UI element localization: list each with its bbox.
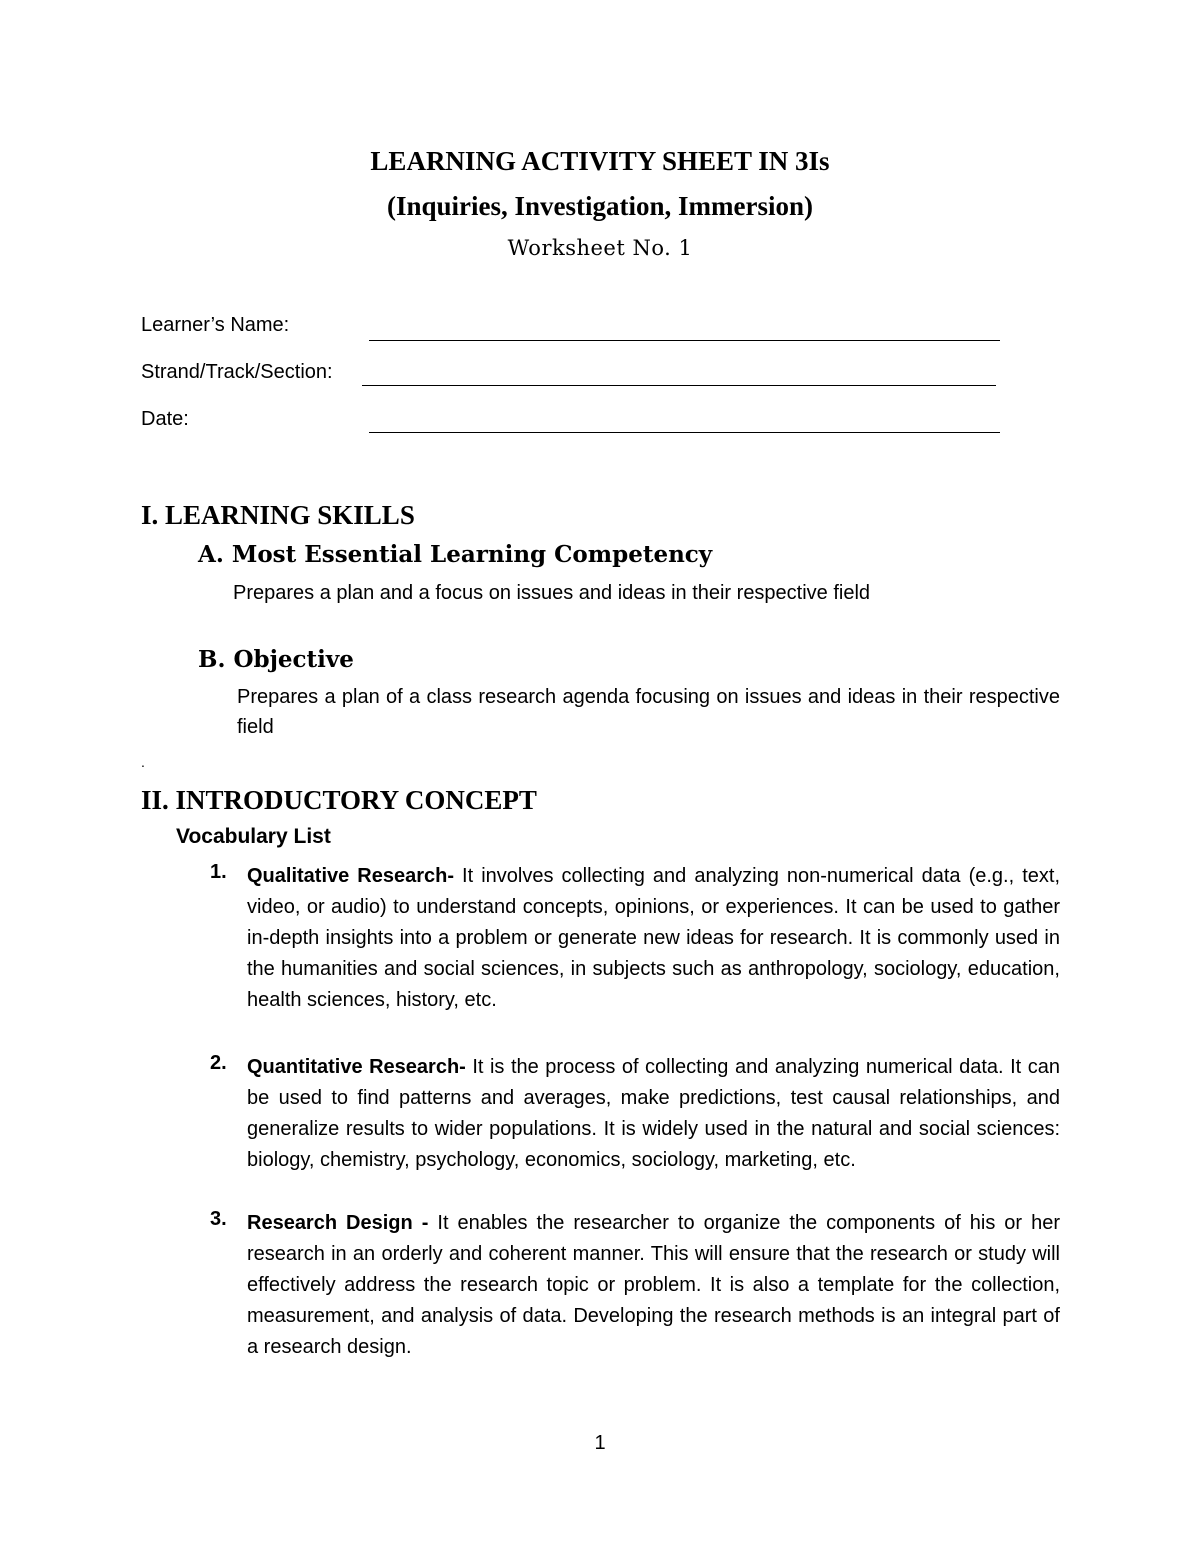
competency-text: Prepares a plan and a focus on issues and ideas in their respective field [233,582,871,604]
section-introductory-concept-heading: II. INTRODUCTORY CONCEPT [141,785,537,815]
competency-heading: A. Most Essential Learning Competency [198,541,713,568]
list-item-body [247,1052,1060,1176]
document-title: LEARNING ACTIVITY SHEET IN 3Is [370,146,830,176]
list-item-number: 1. [210,861,227,883]
date-field [141,408,1001,434]
list-item-term: Quantitative Research- [247,1056,466,1078]
objective-text: Prepares a plan of a class research agenda focusing on issues and ideas in their respective field [237,686,1060,738]
learner-name-line[interactable] [369,340,1000,341]
learner-name-label: Learner’s Name: [141,314,290,336]
list-item-number: 3. [210,1208,227,1230]
list-item-body [247,861,1060,1016]
list-item-text: It involves collecting and analyzing non-numerical data (e.g., text, video, or audio) to understand concepts, opinions, or experiences. It can be used to gather in-depth insights into a problem or generate new ideas for research. It is commonly used in the humanities and social sciences, in subjects such as anthropology, sociology, education, health sciences, history, etc. [247,865,1060,1011]
document-subtitle: (Inquiries, Investigation, Immersion) [386,191,813,221]
list-item-term: Qualitative Research- [247,865,455,887]
list-item-text: It enables the researcher to organize the components of his or her research in an orderly and coherent manner. This will ensure that the research or study will effectively address the research topic or problem. It is also a template for the collection, measurement, and analysis of data. Developing the research methods is an integral part of a research design. [247,1212,1060,1358]
strand-track-section-line[interactable] [362,385,996,386]
list-item-number: 2. [210,1052,227,1074]
section-learning-skills-heading: I. LEARNING SKILLS [141,500,415,530]
worksheet-number: Worksheet No. 1 [507,236,693,260]
list-item-text: It is the process of collecting and analyzing numerical data. It can be used to find patterns and averages, make predictions, test causal relationships, and generalize results to wider populations. It is widely used in the natural and social sciences: biology, chemistry, psychology, economics, sociology, marketing, etc. [247,1056,1060,1171]
list-item-body [247,1208,1060,1363]
page-number: 1 [594,1432,606,1454]
objective-heading: B. Objective [198,646,354,673]
list-item-term: Research Design - [247,1212,429,1234]
learner-name-field [141,314,1001,340]
date-label: Date: [141,408,189,430]
strand-track-section-label: Strand/Track/Section: [141,361,333,383]
strand-track-section-field [141,361,1001,387]
separator-dot: . [141,754,145,770]
vocabulary-list-title: Vocabulary List [176,825,331,848]
date-line[interactable] [369,432,1000,433]
